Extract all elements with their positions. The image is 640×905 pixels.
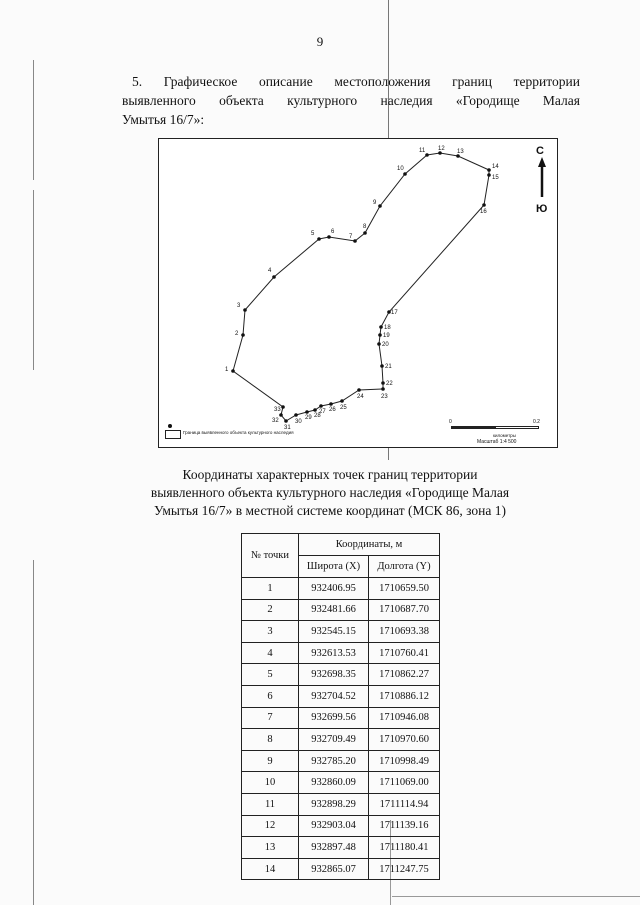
boundary-point-marker bbox=[377, 342, 381, 346]
scale-end: 0.2 bbox=[533, 419, 540, 425]
cell-latitude: 932898.29 bbox=[299, 793, 369, 815]
cell-point-number: 13 bbox=[242, 837, 299, 859]
cell-longitude: 1711069.00 bbox=[369, 772, 440, 794]
header-longitude: Долгота (Y) bbox=[369, 556, 440, 578]
boundary-point-marker bbox=[241, 333, 245, 337]
boundary-plot bbox=[159, 139, 557, 447]
cell-longitude: 1710760.41 bbox=[369, 642, 440, 664]
boundary-point-label: 26 bbox=[329, 407, 336, 413]
boundary-point-label: 9 bbox=[373, 200, 377, 206]
boundary-point-marker bbox=[378, 204, 382, 208]
boundary-point-label: 7 bbox=[349, 234, 353, 240]
cell-latitude: 932481.66 bbox=[299, 599, 369, 621]
coordinates-table bbox=[241, 533, 440, 880]
section-heading bbox=[122, 72, 580, 129]
boundary-point-label: 19 bbox=[383, 333, 390, 339]
cell-latitude: 932785.20 bbox=[299, 750, 369, 772]
cell-longitude: 1710998.49 bbox=[369, 750, 440, 772]
cell-latitude: 932860.09 bbox=[299, 772, 369, 794]
cell-latitude: 932897.48 bbox=[299, 837, 369, 859]
boundary-point-label: 27 bbox=[319, 409, 326, 415]
heading-word: описание bbox=[258, 74, 313, 89]
scale-unit: километры bbox=[493, 433, 516, 438]
heading-word: территории bbox=[513, 74, 580, 89]
boundary-point-label: 29 bbox=[305, 415, 312, 421]
boundary-map bbox=[158, 138, 558, 448]
table-row bbox=[242, 837, 440, 859]
table-body bbox=[242, 578, 440, 880]
boundary-point-marker bbox=[281, 405, 285, 409]
heading-word: выявленного bbox=[122, 93, 196, 108]
table-row bbox=[242, 664, 440, 686]
boundary-point-marker bbox=[487, 168, 491, 172]
table-row bbox=[242, 772, 440, 794]
boundary-point-label: 1 bbox=[225, 367, 229, 373]
table-row bbox=[242, 707, 440, 729]
boundary-point-label: 33 bbox=[274, 407, 281, 413]
cell-longitude: 1710946.08 bbox=[369, 707, 440, 729]
boundary-point-label: 22 bbox=[386, 381, 393, 387]
boundary-point-label: 6 bbox=[331, 229, 335, 235]
header-latitude: Широта (X) bbox=[299, 556, 369, 578]
table-row bbox=[242, 685, 440, 707]
table-caption bbox=[100, 466, 560, 520]
boundary-point-marker bbox=[243, 308, 247, 312]
boundary-point-marker bbox=[425, 153, 429, 157]
caption-line: Координаты характерных точек границ территории bbox=[182, 467, 478, 482]
table-row bbox=[242, 599, 440, 621]
cell-longitude: 1710693.38 bbox=[369, 621, 440, 643]
heading-word: Малая bbox=[542, 93, 580, 108]
scale-start: 0 bbox=[449, 419, 452, 425]
cell-point-number: 4 bbox=[242, 642, 299, 664]
cell-point-number: 3 bbox=[242, 621, 299, 643]
north-label: С bbox=[536, 145, 544, 157]
boundary-point-marker bbox=[381, 381, 385, 385]
cell-point-number: 6 bbox=[242, 685, 299, 707]
cell-longitude: 1711114.94 bbox=[369, 793, 440, 815]
boundary-point-label: 31 bbox=[284, 425, 291, 431]
boundary-points bbox=[225, 146, 499, 431]
boundary-point-label: 18 bbox=[384, 325, 391, 331]
cell-point-number: 5 bbox=[242, 664, 299, 686]
cell-longitude: 1711247.75 bbox=[369, 858, 440, 880]
boundary-point-label: 4 bbox=[268, 268, 272, 274]
table-row bbox=[242, 578, 440, 600]
scan-edge-mark bbox=[33, 60, 34, 180]
cell-point-number: 1 bbox=[242, 578, 299, 600]
cell-point-number: 9 bbox=[242, 750, 299, 772]
cell-longitude: 1711139.16 bbox=[369, 815, 440, 837]
cell-longitude: 1710970.60 bbox=[369, 729, 440, 751]
header-point-number: № точки bbox=[242, 534, 299, 578]
boundary-point-marker bbox=[319, 404, 323, 408]
boundary-point-marker bbox=[380, 364, 384, 368]
boundary-point-label: 8 bbox=[363, 224, 367, 230]
table-row bbox=[242, 750, 440, 772]
table-row bbox=[242, 858, 440, 880]
boundary-point-label: 11 bbox=[419, 148, 426, 154]
heading-word: «Городище bbox=[455, 93, 520, 108]
boundary-point-marker bbox=[231, 369, 235, 373]
boundary-point-label: 2 bbox=[235, 331, 239, 337]
boundary-point-marker bbox=[482, 203, 486, 207]
heading-word: культурного bbox=[287, 93, 358, 108]
table-row bbox=[242, 729, 440, 751]
cell-point-number: 10 bbox=[242, 772, 299, 794]
boundary-point-label: 24 bbox=[357, 394, 364, 400]
boundary-point-marker bbox=[272, 275, 276, 279]
boundary-point-marker bbox=[378, 333, 382, 337]
section-heading-line2 bbox=[122, 91, 580, 110]
cell-longitude: 1710886.12 bbox=[369, 685, 440, 707]
boundary-point-marker bbox=[379, 325, 383, 329]
cell-point-number: 11 bbox=[242, 793, 299, 815]
table-row bbox=[242, 642, 440, 664]
cell-point-number: 7 bbox=[242, 707, 299, 729]
cell-longitude: 1711180.41 bbox=[369, 837, 440, 859]
legend-point-icon bbox=[168, 424, 172, 428]
cell-latitude: 932903.04 bbox=[299, 815, 369, 837]
table-row bbox=[242, 621, 440, 643]
cell-latitude: 932704.52 bbox=[299, 685, 369, 707]
cell-latitude: 932865.07 bbox=[299, 858, 369, 880]
cell-point-number: 14 bbox=[242, 858, 299, 880]
legend-label: Граница выявленного объекта культурного наследия bbox=[183, 430, 294, 435]
boundary-point-label: 17 bbox=[391, 310, 398, 316]
boundary-point-label: 20 bbox=[382, 342, 389, 348]
scan-edge-mark bbox=[33, 560, 34, 905]
scan-fold-line bbox=[392, 896, 640, 897]
boundary-point-label: 23 bbox=[381, 394, 388, 400]
cell-latitude: 932613.53 bbox=[299, 642, 369, 664]
boundary-point-marker bbox=[284, 419, 288, 423]
cell-latitude: 932406.95 bbox=[299, 578, 369, 600]
section-number: 5. bbox=[132, 74, 143, 89]
boundary-point-marker bbox=[353, 239, 357, 243]
section-heading-line1 bbox=[122, 72, 580, 91]
scale-bar bbox=[451, 426, 539, 429]
boundary-point-marker bbox=[487, 173, 491, 177]
boundary-point-marker bbox=[363, 231, 367, 235]
boundary-point-label: 15 bbox=[492, 175, 499, 181]
cell-longitude: 1710687.70 bbox=[369, 599, 440, 621]
boundary-point-marker bbox=[357, 388, 361, 392]
scale-text: Масштаб 1:4 500 bbox=[477, 439, 517, 445]
heading-word: наследия bbox=[380, 93, 433, 108]
cell-point-number: 12 bbox=[242, 815, 299, 837]
boundary-point-label: 12 bbox=[438, 146, 445, 152]
caption-line: Умытья 16/7» в местной системе координат (МСК 86, зона 1) bbox=[153, 503, 506, 518]
heading-word: границ bbox=[452, 74, 493, 89]
boundary-point-marker bbox=[305, 410, 309, 414]
boundary-polygon bbox=[233, 153, 489, 421]
cell-longitude: 1710862.27 bbox=[369, 664, 440, 686]
caption-line: выявленного объекта культурного наследия «Городище Малая bbox=[150, 485, 510, 500]
boundary-point-label: 16 bbox=[480, 209, 487, 215]
boundary-point-label: 21 bbox=[385, 364, 392, 370]
cell-point-number: 2 bbox=[242, 599, 299, 621]
boundary-point-label: 13 bbox=[457, 149, 464, 155]
north-arrow-icon bbox=[538, 157, 546, 197]
cell-latitude: 932545.15 bbox=[299, 621, 369, 643]
heading-word: Графическое bbox=[163, 74, 238, 89]
boundary-point-label: 28 bbox=[314, 413, 321, 419]
boundary-point-marker bbox=[381, 387, 385, 391]
boundary-point-label: 30 bbox=[295, 419, 302, 425]
boundary-point-marker bbox=[340, 399, 344, 403]
heading-word: местоположения bbox=[334, 74, 431, 89]
boundary-point-marker bbox=[329, 402, 333, 406]
table-row bbox=[242, 793, 440, 815]
boundary-point-marker bbox=[279, 413, 283, 417]
boundary-point-marker bbox=[403, 172, 407, 176]
boundary-point-marker bbox=[313, 408, 317, 412]
boundary-point-label: 5 bbox=[311, 231, 315, 237]
page-number: 9 bbox=[316, 34, 324, 49]
boundary-point-label: 32 bbox=[272, 418, 279, 424]
cell-latitude: 932699.56 bbox=[299, 707, 369, 729]
cell-longitude: 1710659.50 bbox=[369, 578, 440, 600]
boundary-point-marker bbox=[294, 413, 298, 417]
legend-line-icon bbox=[165, 430, 181, 439]
cell-latitude: 932698.35 bbox=[299, 664, 369, 686]
boundary-point-label: 3 bbox=[237, 303, 241, 309]
heading-word: объекта bbox=[219, 93, 264, 108]
south-label: Ю bbox=[536, 203, 548, 215]
boundary-point-label: 10 bbox=[397, 166, 404, 172]
boundary-point-marker bbox=[327, 235, 331, 239]
cell-point-number: 8 bbox=[242, 729, 299, 751]
scan-edge-mark bbox=[33, 190, 34, 370]
boundary-point-marker bbox=[317, 237, 321, 241]
table-row bbox=[242, 815, 440, 837]
section-heading-line3: Умытья 16/7»: bbox=[122, 112, 205, 127]
header-coordinates: Координаты, м bbox=[299, 534, 440, 556]
boundary-point-label: 14 bbox=[492, 164, 499, 170]
boundary-point-label: 25 bbox=[340, 405, 347, 411]
cell-latitude: 932709.49 bbox=[299, 729, 369, 751]
